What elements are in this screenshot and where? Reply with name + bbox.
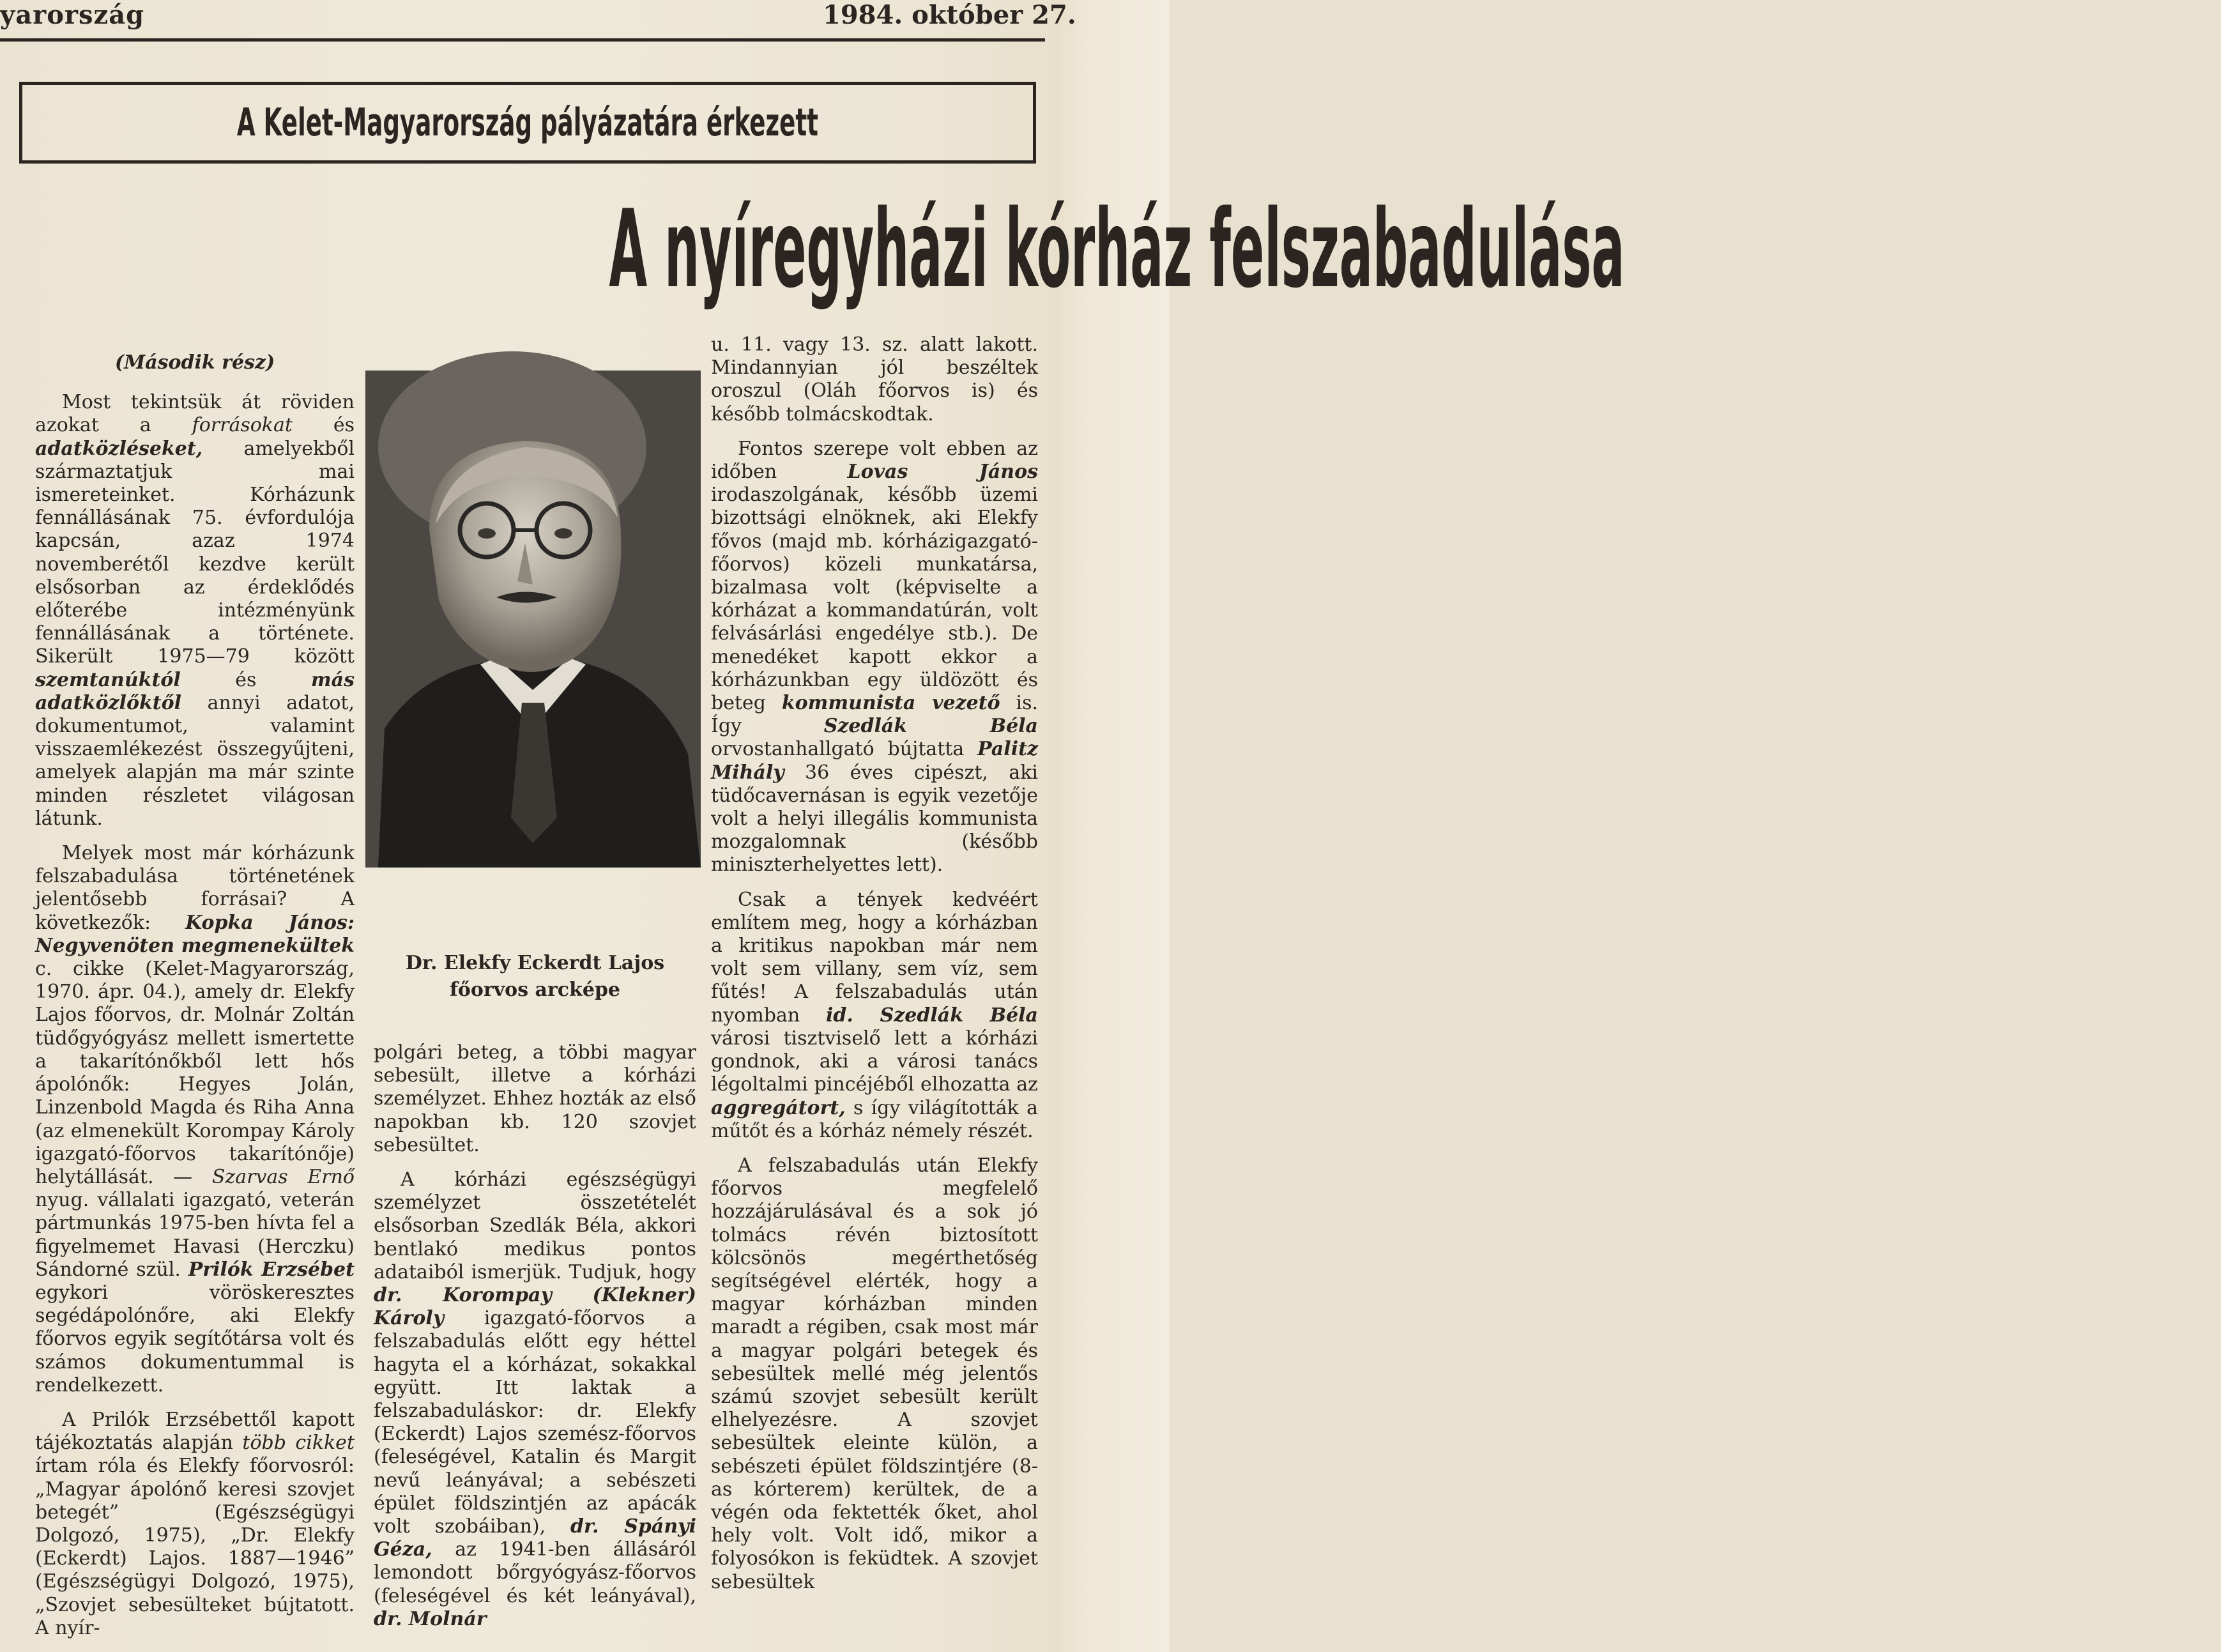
kicker-box (19, 82, 1036, 164)
paragraph: A felszabadulás után Elekfy főorvos megfelelő hozzájárulásával és a sok jó tolmács révén biztosított kölcsönös megérthetőség segítségével elérték, hogy a magyar kórházban minden maradt a régiben, csak most már a magyar polgári betegek és sebesültek mellé még jelentős számú szovjet sebesült került elhelyezésre. A szovjet sebesültek eleinte külön, a sebészeti épület földszintjére (8-as kórterem) kerültek, de a végén oda fektették őket, ahol hely volt. Volt idő, mikor a folyosókon is feküdtek. A szovjet sebesültek (711, 1154, 1038, 1593)
emphasis: Palitz Mihály (711, 738, 1038, 784)
headline (13, 187, 1625, 312)
text-run: 36 éves cipészt, aki tüdőcavernásan is egyik vezetője volt a helyi illegális kommunista mozgalomnak (később miniszterhelyettes lett). (711, 761, 1038, 876)
text-run: és (292, 414, 355, 437)
paragraph (35, 1409, 355, 1640)
masthead-date: 1984. október 27. (823, 0, 1076, 30)
emphasis: kommunista vezető (781, 692, 1000, 715)
emphasis: aggregátort, (711, 1096, 846, 1119)
column-3 (711, 333, 1038, 1605)
text-run: városi tisztviselő lett a kórházi gondnok, aki a városi tanács légoltalmi pincéjéből elhozatta az (711, 1027, 1038, 1096)
text-run: egykori vöröskeresztes segédápolónőre, aki Elekfy főorvos egyik segítőtársa volt és számos dokumentummal is rendelkezett. (35, 1281, 355, 1396)
text-run: Most tekintsük át röviden azokat a (35, 391, 355, 437)
text-run: Fontos szerepe volt ebben az időben (711, 437, 1038, 484)
paragraph: u. 11. vagy 13. sz. alatt lakott. Mindannyian jól beszéltek oroszul (Oláh főorvos is) és később tolmácskodtak. (711, 333, 1038, 425)
text-run: amelyekből származtatjuk mai ismereteinket. Kórházunk fennállásának 75. évfordulója kapcsán, azaz 1974 novemberétől kezdve került elsősorban az érdeklődés előterébe intézményünk fennállásának a története. Sikerült 1975—79 között (35, 437, 355, 668)
emphasis: Kopka János: Negyvenöten megmenekültek (35, 911, 355, 957)
column-2 (374, 1041, 696, 1642)
text-run: Melyek most már kórházunk felszabadulása történetének jelentősebb forrásai? A következők: (35, 842, 355, 934)
text-run: nyug. vállalati igazgató, veterán pártmunkás 1975-ben hívta fel a figyelmemet Havasi (Herczku) Sándorné szül. (35, 1189, 355, 1281)
emphasis: több cikket (242, 1432, 355, 1455)
text-run: az 1941-ben állásáról lemondott bőrgyógyász-főorvos (feleségével és két leányával), (374, 1538, 696, 1607)
kicker-text: A Kelet-Magyarország pályázatára érkezett (236, 100, 819, 145)
emphasis: más adatközlőktől (35, 668, 355, 714)
caption-line: főorvos arcképe (450, 979, 620, 1001)
emphasis: forrásokat (192, 414, 293, 437)
text-run: orvostanhallgató bújtatta (711, 738, 978, 761)
headline-text: A nyíregyházi kórház felszabadulása (609, 187, 1625, 312)
paragraph (374, 1168, 696, 1631)
text-run: annyi adatot, dokumentumot, valamint visszaemlékezést összegyűjteni, amelyek alapján ma már szinte minden részletet világosan látunk. (35, 691, 355, 830)
emphasis: dr. Korompay (Klekner) Károly (374, 1284, 696, 1330)
emphasis: dr. Molnár (374, 1607, 487, 1630)
paragraph (711, 889, 1038, 1143)
subtitle: (Második rész) (114, 351, 275, 374)
paragraph (35, 842, 355, 1397)
text-run: A Prilók Erzsébettől kapott tájékoztatás alapján (35, 1408, 355, 1455)
text-run: Csak a tények kedvéért említem meg, hogy a kórházban a kritikus napokban már nem volt sem villany, sem víz, sem fűtés! A felszabadulás után nyomban (711, 888, 1038, 1027)
text-run: s így világították a műtőt és a kórház némely részét. (711, 1096, 1038, 1142)
text-run: irodaszolgának, később üzemi bizottsági elnöknek, aki Elekfy fővos (majd mb. kórházigazgató-főorvos) közeli munkatársa, bizalmasa volt (képviselte a kórházat a kommandatúrán, volt felvásárlási engedélye stb.). De menedéket kapott ekkor a kórházunkban egy üldözött és beteg (711, 484, 1038, 715)
masthead-title: yarország (0, 0, 145, 30)
emphasis: adatközléseket, (35, 437, 203, 460)
paragraph (711, 438, 1038, 877)
emphasis: Szedlák Béla (823, 715, 1038, 738)
paragraph (35, 391, 355, 830)
caption-line: Dr. Elekfy Eckerdt Lajos (405, 952, 665, 974)
emphasis: id. Szedlák Béla (826, 1004, 1038, 1027)
text-run: és (180, 668, 311, 691)
photo-caption (374, 950, 696, 1004)
emphasis: szemtanúktól (35, 668, 181, 691)
emphasis: Szarvas Ernő (211, 1165, 355, 1188)
portrait-photo (365, 371, 701, 868)
column-1 (35, 351, 355, 1651)
emphasis: Lovas János (847, 461, 1038, 484)
text-run: írtam róla és Elekfy főorvosról: „Magyar ápolónő keresi szovjet betegét” (Egészségügyi Dolgozó, 1975), „Dr. Elekfy (Eckerdt) Lajos. 1887—1946” (Egészségügyi Dolgozó, 1975), „Szovjet sebesülteket bújtatott. A nyír- (35, 1455, 355, 1639)
emphasis: Prilók Erzsébet (188, 1258, 355, 1281)
emphasis: dr. Spányi Géza, (374, 1515, 696, 1561)
paragraph: polgári beteg, a többi magyar sebesült, illetve a kórházi személyzet. Ehhez hozták az első napokban kb. 120 szovjet sebesültet. (374, 1041, 696, 1156)
masthead-rule (0, 38, 1045, 42)
text-run: c. cikke (Kelet-Magyarország, 1970. ápr. 04.), amely dr. Elekfy Lajos főorvos, dr. Molnár Zoltán tüdőgyógyász mellett ismertette a takarítónőkből lett hős ápolónők: Hegyes Jolán, Linzenbold Magda és Riha Anna (az elmenekült Korompay Károly igazgató-főorvos takarítónője) helytállását. — (35, 958, 355, 1188)
text-run: igazgató-főorvos a felszabadulás előtt egy héttel hagyta el a kórházat, sokakkal együtt. Itt laktak a felszabaduláskor: dr. Elekfy (Eckerdt) Lajos szemész-főorvos (feleségével, Katalin és Margit nevű leányával; a sebészeti épület földszintjén az apácák volt szobáiban), (374, 1307, 696, 1538)
portrait-illustration (365, 371, 701, 868)
text-run: is. Így (711, 692, 1038, 738)
text-run: A kórházi egészségügyi személyzet összetételét elsősorban Szedlák Béla, akkori bentlakó medikus pontos adataiból ismerjük. Tudjuk, hogy (374, 1168, 696, 1283)
